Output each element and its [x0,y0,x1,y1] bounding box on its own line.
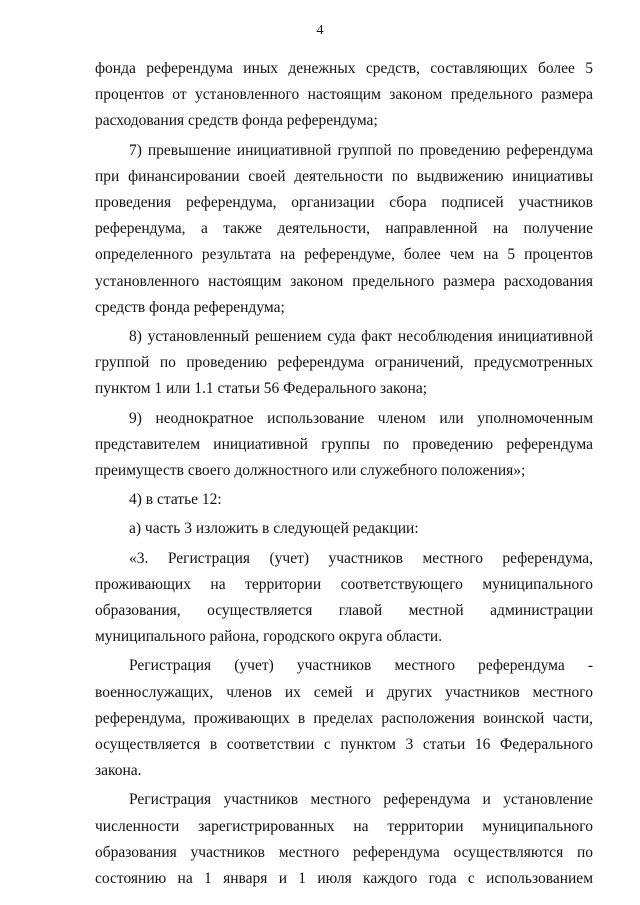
paragraph-item-7: 7) превышение инициативной группой по проведению референдума при финансировании своей деятельности по выдвижению инициативы проведения референдума, организации сбора подписей участников референдума, а также деятельности, направленной на получение определенного результата на референдуме, более чем на 5 процентов установленного настоящим законом предельного размера расходования средств фонда референдума; [95,141,593,316]
paragraph-part-3: «3. Регистрация (учет) участников местного референдума, проживающих на территории соответствующего муниципального образования, осуществляется главой местной администрации муниципального района, городского округа области. [95,549,593,646]
paragraph-article-12: 4) в статье 12: [129,491,222,509]
paragraph-continuation: фонда референдума иных денежных средств, составляющих более 5 процентов от установленного настоящим законом предельного размера расходования средств фонда референдума; [95,60,593,130]
document-body [95,56,593,892]
paragraph-registration-count: Регистрация участников местного референдума и установление численности зарегистрированных на территории муниципального образования участников местного референдума осуществляются по состоянию на 1 января и 1 июля каждого года с использованием [95,791,593,888]
paragraph-item-9: 9) неоднократное использование членом или уполномоченным представителем инициативной группы по проведению референдума преимуществ своего должностного или служебного положения»; [95,409,593,480]
paragraph-subitem-a: а) часть 3 изложить в следующей редакции: [129,520,419,538]
paragraph-item-8: 8) установленный решением суда факт несоблюдения инициативной группой по проведению референдума ограничений, предусмотренных пунктом 1 или 1.1 статьи 56 Федерального закона; [95,328,593,398]
page-number: 4 [316,23,324,38]
paragraph-military-registration: Регистрация (учет) участников местного референдума - военнослужащих, членов их семей и других участников местного референдума, проживающих в пределах расположения воинской части, осуществляется в соответствии с пунктом 3 статьи 16 Федерального закона. [95,657,593,780]
